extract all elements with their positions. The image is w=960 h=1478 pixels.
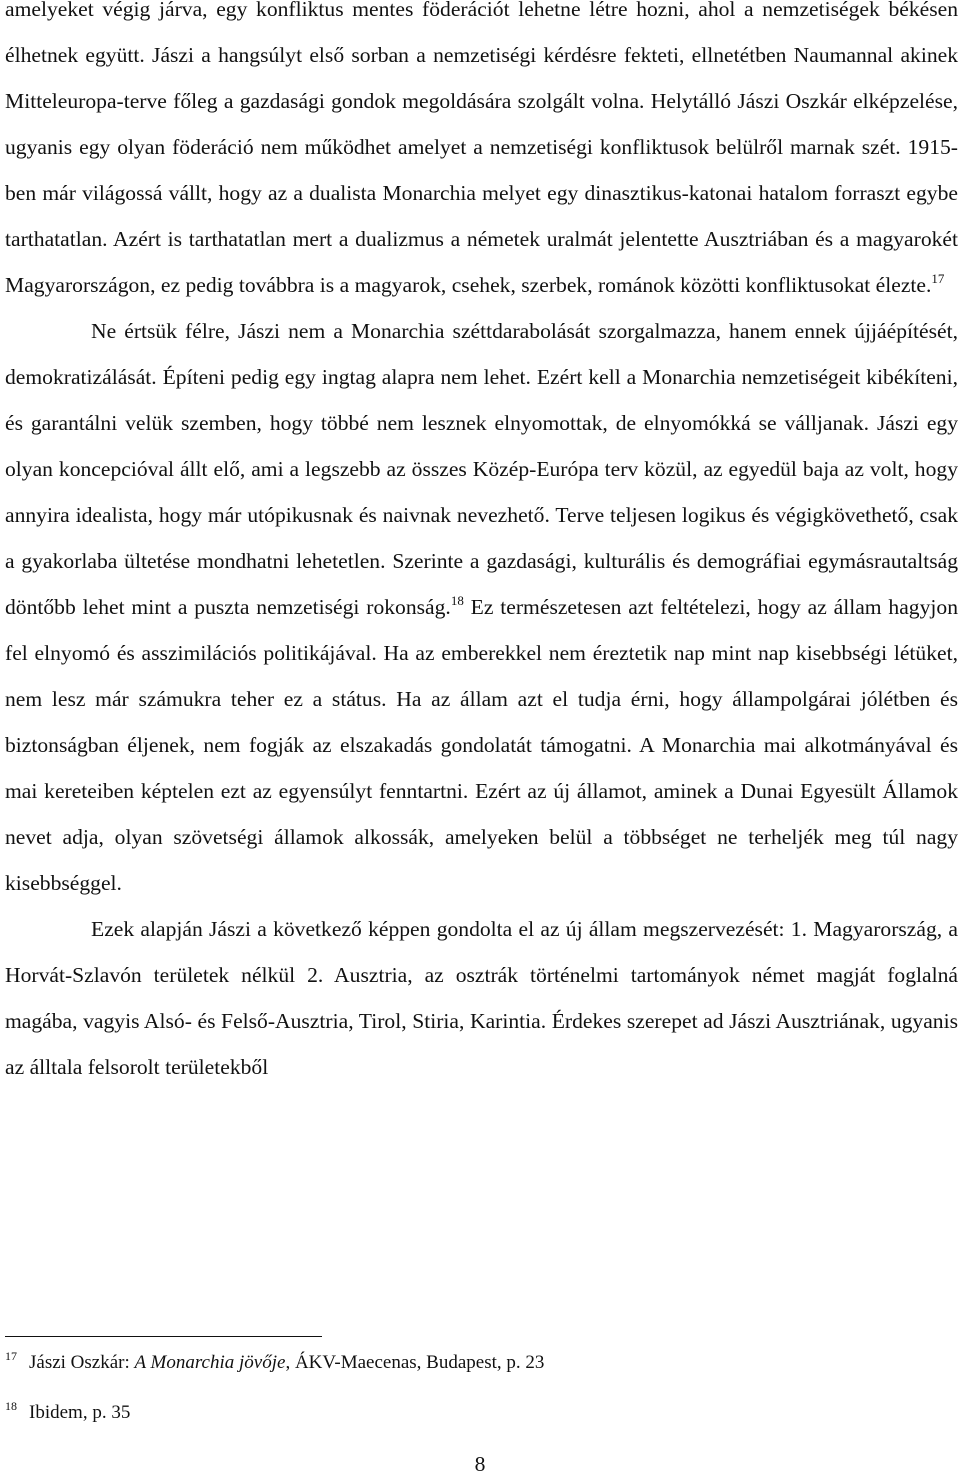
footnote-18-number: 18 <box>5 1399 17 1413</box>
paragraph-1 <box>5 0 958 308</box>
paragraph-2-text-a: Ne értsük félre, Jászi nem a Monarchia széttdarabolását szorgalmazza, hanem ennek újjáépítését, demokratizálását. Építeni pedig egy ingtag alapra nem lehet. Ezért kell a Monarchia nemzetiségeit kibékíteni, és garantálni velük szemben, hogy többé nem lesznek elnyomottak, de elnyomókká se válljanak. Jászi egy olyan koncepcióval állt elő, ami a legszebb az összes Közép-Európa terv közül, az egyedül baja az volt, hogy annyira idealista, hogy már utópikusnak és naivnak nevezhető. Terve teljesen logikus és végigkövethető, csak a gyakorlaba ültetése mondhatni lehetetlen. Szerinte a gazdasági, kulturális és demográfiai egymásrautaltság döntőbb lehet mint a puszta nemzetiségi rokonság. <box>5 319 958 619</box>
paragraph-2-text-b: Ez természetesen azt feltételezi, hogy az állam hagyjon fel elnyomó és asszimilációs politikájával. Ha az emberekkel nem éreztetik nap mint nap kisebbségi létüket, nem lesz már számukra teher ez a státus. Ha az állam azt el tudja érni, hogy állampolgárai jólétben és biztonságban éljenek, nem fogják az elszakadás gondolatát támogatni. A Monarchia mai alkotmányával és mai kereteiben képtelen ezt az egyensúlyt fenntartni. Ezért az új államot, aminek a Dunai Egyesült Államok nevet adja, olyan szövetségi államok alkossák, amelyeken belül a többséget ne terheljék meg túl nagy kisebbséggel. <box>5 595 958 895</box>
footnote-17-book-title: A Monarchia jövője <box>134 1352 286 1373</box>
footnote-18-text: Ibidem, p. 35 <box>29 1402 131 1423</box>
footnote-18 <box>5 1399 131 1424</box>
paragraph-1-text: amelyeket végig járva, egy konfliktus mentes föderációt lehetne létre hozni, ahol a nemzetiségek békésen élhetnek együtt. Jászi a hangsúlyt első sorban a nemzetiségi kérdésre fekteti, ellnetétben Naumannal akinek Mitteleuropa-terve főleg a gazdasági gondok megoldására szolgált volna. Helytálló Jászi Oszkár elképzelése, ugyanis egy olyan föderáció nem működhet amelyet a nemzetiségi konfliktusok belülről marnak szét. 1915-ben már világossá vállt, hogy az a dualista Monarchia melyet egy dinasztikus-katonai hatalom forraszt egybe tarthatatlan. Azért is tarthatatlan mert a dualizmus a németek uralmát jelentette Ausztriában és a magyarokét Magyarországon, ez pedig továbbra is a magyarok, csehek, szerbek, románok közötti konfliktusokat élezte. <box>5 0 958 297</box>
paragraph-3 <box>5 906 958 1090</box>
page-number: 8 <box>474 1452 486 1476</box>
footnote-17-text-after: , ÁKV-Maecenas, Budapest, p. 23 <box>285 1352 545 1373</box>
paragraph-2 <box>5 308 958 906</box>
footnote-ref-18[interactable]: 18 <box>450 593 464 608</box>
footnote-17-text-before: Jászi Oszkár: <box>29 1352 135 1373</box>
footnote-17 <box>5 1349 545 1374</box>
document-body <box>5 0 958 1090</box>
footnote-ref-17[interactable]: 17 <box>931 271 945 286</box>
paragraph-3-text: Ezek alapján Jászi a következő képpen gondolta el az új állam megszervezését: 1. Magyarország, a Horvát-Szlavón területek nélkül 2. Ausztria, az osztrák történelmi tartományok német magját foglalná magába, vagyis Alsó- és Felső-Ausztria, Tirol, Stiria, Karintia. Érdekes szerepet ad Jászi Ausztriának, ugyanis az álltala felsorolt területekből <box>5 917 958 1079</box>
footnote-separator <box>5 1336 322 1337</box>
footnote-17-number: 17 <box>5 1349 17 1363</box>
